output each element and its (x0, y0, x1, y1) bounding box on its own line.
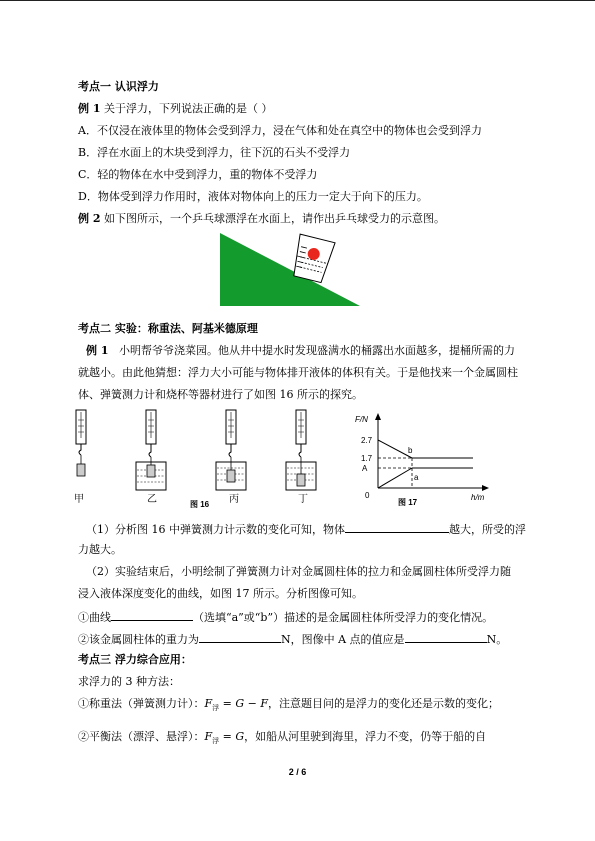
point-a-label: A (362, 464, 368, 473)
question-text: 关于浮力，下列说法正确的是（ ） (103, 102, 273, 115)
curve-b-label: b (408, 446, 413, 455)
text: （选填“a”或“b”）描述的是金属圆柱体所受浮力的变化情况。 (193, 611, 494, 624)
curve-a-label: a (414, 473, 419, 482)
example-label: 例 2 (78, 212, 101, 225)
option-c: C．轻的物体在水中受到浮力，重的物体不受浮力 (78, 168, 318, 181)
question-2-ii (78, 631, 507, 647)
y-tick-2.7: 2.7 (361, 436, 373, 445)
example1-line2: 就越小。由此他猜想：浮力大小可能与物体排开液体的体积有关。于是他找来一个金属圆柱 (78, 366, 518, 379)
ping-pong-incline-figure (220, 228, 362, 308)
method-1 (78, 697, 499, 715)
scale-yi (136, 410, 166, 490)
answer-blank[interactable] (199, 631, 281, 643)
paragraph-text: 小明帮爷爷浇菜园。他从井中提水时发现盛满水的桶露出水面越多，提桶所需的力 (118, 344, 515, 357)
formula-weighing: $F_浮 = G - F$ (204, 697, 268, 713)
text: ，注意题目问的是浮力的变化还是示数的变化； (267, 697, 499, 710)
label-yi: 乙 (147, 494, 157, 505)
page-number: 2 / 6 (288, 767, 307, 777)
text: ②该金属圆柱体的重力为 (78, 633, 199, 646)
text: 越大，所受的浮 (449, 523, 526, 536)
scale-bing (216, 410, 246, 490)
question-2-i (78, 609, 493, 625)
section1-title: 考点一 认识浮力 (78, 80, 159, 93)
option-b: B．浮在水面上的木块受到浮力，往下沉的石头不受浮力 (78, 146, 351, 159)
answer-blank[interactable] (111, 609, 193, 621)
example-label: 例 1 (86, 344, 109, 357)
answer-blank[interactable] (405, 631, 487, 643)
method-2 (78, 730, 486, 748)
text: N。 (486, 633, 508, 646)
origin-label: 0 (365, 491, 370, 500)
figure-16-caption: 图 16 (190, 500, 210, 509)
section3-intro: 求浮力的 3 种方法： (78, 675, 180, 688)
label-ding: 丁 (298, 494, 308, 505)
formula-balance: $F_浮 = G$ (204, 730, 245, 746)
question-2-line2: 浸入液体深度变化的曲线，如图 17 所示。分析图像可知。 (78, 587, 363, 600)
text: （1）分析图 16 中弹簧测力计示数的变化可知，物体 (86, 523, 345, 536)
scale-ding (286, 410, 316, 490)
section3-title: 考点三 浮力综合应用： (78, 653, 192, 666)
example1-line3: 体、弹簧测力计和烧杯等器材进行了如图 16 所示的探究。 (78, 388, 363, 401)
curve-b (378, 440, 412, 458)
header-rule (0, 0, 595, 1)
curve-a (378, 468, 412, 488)
text: ①曲线 (78, 611, 111, 624)
answer-blank[interactable] (345, 521, 449, 533)
question-2-line1: （2）实验结束后，小明绘制了弹簧测力计对金属圆柱体的拉力和金属圆柱体所受浮力随 (86, 565, 511, 578)
question-text: 如下图所示，一个乒乓球漂浮在水面上，请作出乒乓球受力的示意图。 (103, 212, 445, 225)
figure-17-caption: 图 17 (398, 498, 418, 507)
option-a: A．不仅浸在液体里的物体会受到浮力，浸在气体和处在真空中的物体也会受到浮力 (78, 124, 482, 137)
y-tick-1.7: 1.7 (361, 454, 373, 463)
example2-question (78, 212, 445, 226)
text: N，图像中 A 点的值应是 (281, 633, 405, 646)
option-d: D．物体受到浮力作用时，液体对物体向上的压力一定大于向下的压力。 (78, 190, 428, 203)
y-axis-label: F/N (355, 415, 368, 424)
example1-line1 (86, 344, 515, 358)
label-jia: 甲 (74, 494, 84, 505)
question-1-line2: 力越大。 (78, 543, 122, 556)
question-1-line1 (86, 521, 526, 537)
scale-jia (76, 410, 86, 476)
text: ，如船从河里驶到海里，浮力不变，仍等于船的自 (244, 730, 487, 743)
green-incline (220, 233, 360, 306)
section2-title: 考点二 实验：称重法、阿基米德原理 (78, 322, 258, 335)
figure-16-spring-scales (60, 408, 335, 510)
text: ①称重法（弹簧测力计）： (78, 697, 205, 710)
x-axis-label: h/m (471, 493, 485, 502)
example-label: 例 1 (78, 102, 101, 115)
example1-question (78, 102, 272, 116)
figure-17-graph (348, 408, 498, 506)
text: ②平衡法（漂浮、悬浮）： (78, 730, 205, 743)
label-bing: 丙 (229, 494, 239, 505)
